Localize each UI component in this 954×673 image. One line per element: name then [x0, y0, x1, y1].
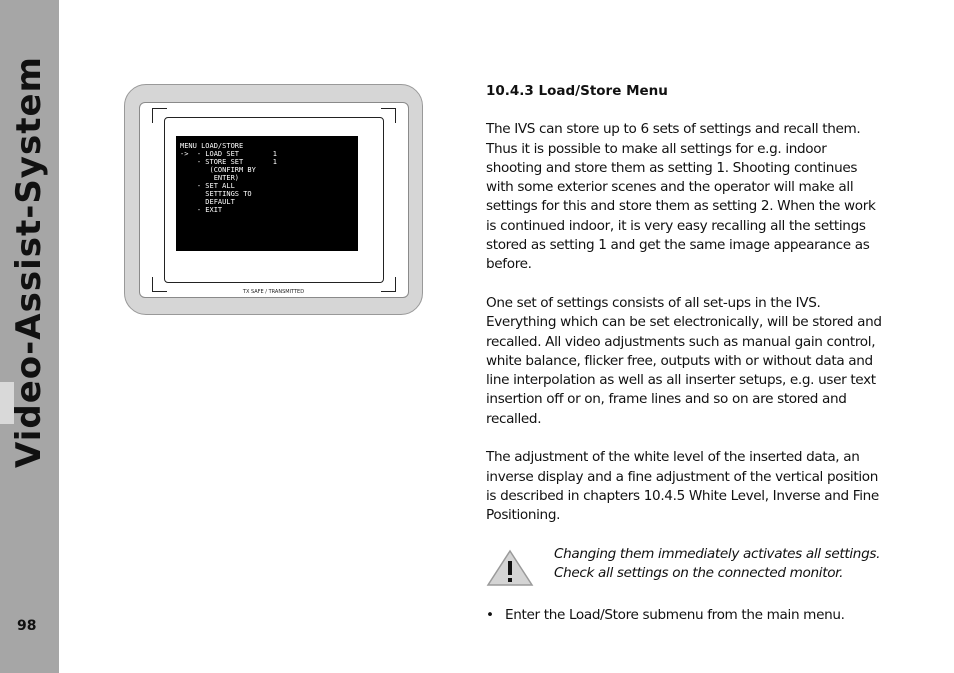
menu-line: MENU LOAD/STORE	[180, 142, 244, 150]
menu-line: - EXIT	[180, 206, 223, 214]
paragraph-intro: The IVS can store up to 6 sets of settings and recall them. Thus it is possible to make all settings for e.g. indoor shooting and store them as setting 1. Shooting continues with some exterior scenes and the operator will make all settings for this and store them as setting 2. When the work is continued indoor, it is very easy recalling all the settings stored as setting 1 and get the same image appearance as before.	[486, 121, 876, 273]
paragraph-white-level: The adjustment of the white level of the inserted data, an inverse display and a fine adjustment of the vertical position is described in chapters 10.4.5 White Level, Inverse and Fine Positioning.	[486, 449, 879, 524]
warning-text: Changing them immediately activates all settings. Check all settings on the connected monitor.	[554, 545, 881, 582]
warning-triangle-icon	[486, 549, 534, 587]
bullet-mark: •	[486, 606, 494, 623]
text-column	[486, 82, 886, 625]
warning-note	[486, 545, 886, 587]
menu-line: ENTER)	[180, 174, 240, 182]
load-store-menu-screen	[176, 136, 358, 251]
section-heading: 10.4.3 Load/Store Menu	[486, 83, 668, 99]
menu-line: -> - LOAD SET 1	[180, 150, 277, 158]
monitor-illustration	[124, 84, 423, 315]
menu-line: - STORE SET 1	[180, 158, 277, 166]
menu-line: (CONFIRM BY	[180, 166, 256, 174]
paragraph-settings-set: One set of settings consists of all set-ups in the IVS. Everything which can be set electronically, will be stored and recalled. All video adjustments such as manual gain control, white balance, flicker free, outputs with or without data and line interpolation as well as all inserter setups, e.g. user text insertion off or on, frame lines and so on are stored and recalled.	[486, 294, 882, 427]
menu-line: DEFAULT	[180, 198, 235, 206]
tx-safe-caption: TX SAFE / TRANSMITTED	[242, 289, 305, 295]
menu-line: SETTINGS TO	[180, 190, 252, 198]
bullet-item	[486, 606, 886, 625]
sidebar-title: Video-Assist-System	[9, 56, 49, 468]
sidebar	[0, 0, 59, 673]
menu-line: - SET ALL	[180, 182, 235, 190]
bullet-text: Enter the Load/Store submenu from the main menu.	[505, 606, 845, 623]
page-number: 98	[17, 618, 37, 634]
